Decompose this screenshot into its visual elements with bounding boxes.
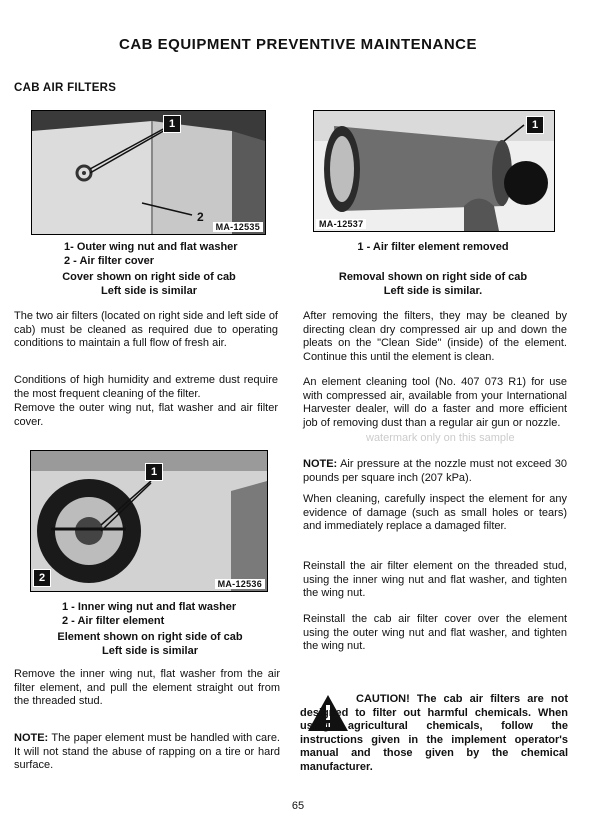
left-paragraph-2: Conditions of high humidity and extreme dust require the most frequent cleaning of the filter. (14, 374, 278, 400)
page-title: CAB EQUIPMENT PREVENTIVE MAINTENANCE (118, 36, 478, 53)
figure-2-code: MA-12537 (316, 219, 366, 229)
figure-3-callout-2: 2 (33, 569, 51, 587)
figure-3-caption-line: 2 - Air filter element (62, 615, 165, 627)
right-paragraph-1: After removing the filters, they may be cleaned by directing clean dry compressed air up and down the pleats on the "Clean Side" (inside) of the element. Continue this until the element is clean. (303, 310, 567, 363)
left-paragraph-3: Remove the outer wing nut, flat washer and air filter cover. (14, 402, 278, 428)
left-note-text: The paper element must be handled with care. It will not stand the abuse of rapping on a tire or hard surface. (14, 732, 280, 772)
page-number: 65 (291, 800, 305, 812)
right-paragraph-5: Reinstall the cab air filter cover over the element using the outer wing nut and flat washer, and tighten the wing nut. (303, 613, 567, 653)
right-note-text: Air pressure at the nozzle must not exceed 30 pounds per square inch (207 kPa). (303, 458, 567, 484)
figure-2-illustration (314, 111, 554, 231)
figure-2-note-line: Left side is similar. (383, 285, 483, 297)
right-paragraph-2: An element cleaning tool (No. 407 073 R1) for use with compressed air, available from your International Harvester dealer, will do a faster and more efficient job of removing dust than a regular air gun or nozzle. (303, 376, 567, 429)
figure-2-note-line: Removal shown on right side of cab (338, 271, 528, 283)
right-note (303, 458, 567, 485)
watermark: watermark only on this sample (366, 432, 515, 444)
figure-1-callout-1: 1 (163, 115, 181, 133)
figure-2-caption (313, 240, 553, 254)
figure-3-caption (62, 600, 272, 628)
figure-3-note-line: Left side is similar (102, 645, 198, 657)
figure-1-note-line: Left side is similar (101, 285, 197, 297)
figure-1-photo (31, 110, 266, 235)
figure-3-note-line: Element shown on right side of cab (57, 631, 243, 643)
figure-3-photo (30, 450, 268, 592)
figure-3-callout-1: 1 (145, 463, 163, 481)
right-paragraph-4: Reinstall the air filter element on the threaded stud, using the inner wing nut and flat washer, and tighten the wing nut. (303, 560, 567, 600)
caution-text: CAUTION! The cab air filters are not designed to filter out harmful chemicals. When using agricultural chemicals, follow the instructions given in the implement operator's manual and those given by the chemical manufacturer. (300, 693, 568, 773)
left-note (14, 732, 280, 773)
figure-1-note (34, 270, 264, 298)
figure-1-callout-2: 2 (197, 210, 204, 224)
figure-1-code: MA-12535 (213, 222, 263, 232)
figure-3-note (34, 630, 266, 658)
figure-2-note (313, 270, 553, 298)
right-paragraph-3: When cleaning, carefully inspect the element for any evidence of damage (such as small holes or tears) and immediately replace a damaged filter. (303, 493, 567, 533)
figure-2-callout-1: 1 (526, 116, 544, 134)
figure-1-caption-line: 2 - Air filter cover (64, 255, 155, 267)
right-note-label: NOTE: (303, 458, 338, 470)
section-heading: CAB AIR FILTERS (14, 82, 117, 94)
figure-1-caption (64, 240, 264, 268)
figure-1-illustration (32, 111, 265, 234)
figure-1-caption-line: 1- Outer wing nut and flat washer (64, 241, 238, 253)
figure-1-note-line: Cover shown on right side of cab (62, 271, 236, 283)
left-note-label: NOTE: (14, 732, 49, 744)
figure-2-caption-line: 1 - Air filter element removed (357, 241, 509, 253)
figure-3-code: MA-12536 (215, 579, 265, 589)
left-paragraph-1: The two air filters (located on right side and left side of cab) must be cleaned as required due to operating conditions to maintain a full flow of fresh air. (14, 310, 278, 350)
left-paragraph-4: Remove the inner wing nut, flat washer from the air filter element, and pull the element straight out from the threaded stud. (14, 668, 280, 708)
figure-2-photo (313, 110, 555, 232)
figure-3-caption-line: 1 - Inner wing nut and flat washer (62, 601, 237, 613)
